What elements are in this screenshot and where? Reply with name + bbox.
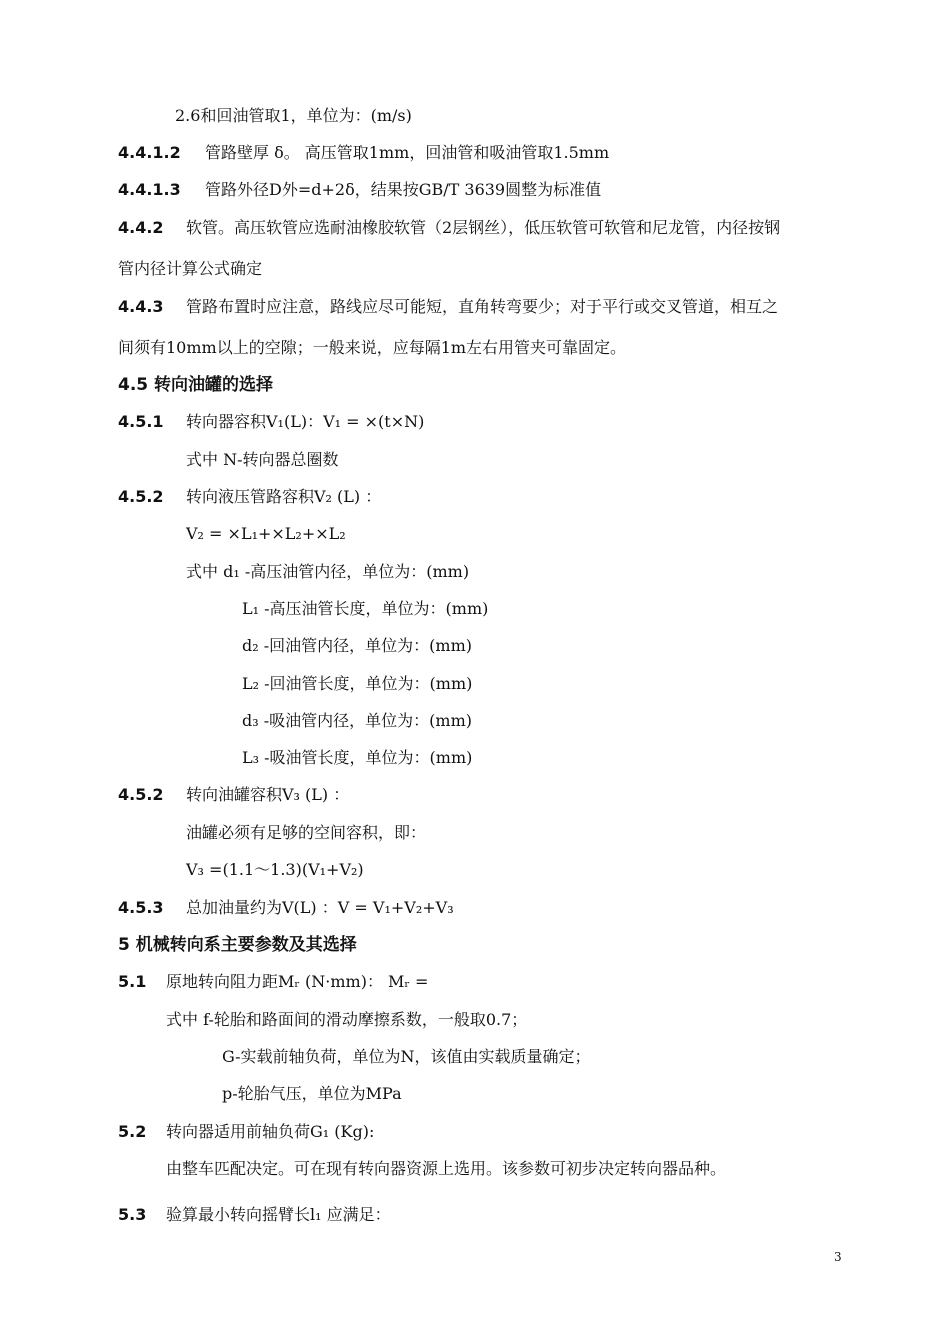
text-line: L₁ -高压油管长度，单位为：(mm) xyxy=(242,599,489,618)
section-number: 5.1 xyxy=(118,972,147,991)
section-number: 4.5.3 xyxy=(118,898,164,917)
section-number: 4.5.2 xyxy=(118,487,164,506)
text-line: 管内径计算公式确定 xyxy=(118,259,263,278)
text-line: 软管。高压软管应选耐油橡胶软管（2层钢丝），低压软管可软管和尼龙管，内径按钢 xyxy=(186,218,781,237)
text-line: 转向液压管路容积V₂ (L) ： xyxy=(186,487,382,506)
section-number: 4.5.1 xyxy=(118,412,164,431)
section-number: 4.4.2 xyxy=(118,218,164,237)
text-line: 原地转向阻力距Mᵣ (N·mm)： Mᵣ = xyxy=(166,972,429,991)
text-line: 管路壁厚 δ。 高压管取1mm，回油管和吸油管取1.5mm xyxy=(205,143,610,162)
text-line: p-轮胎气压，单位为MPa xyxy=(222,1084,402,1103)
text-line: 管路布置时应注意，路线应尽可能短，直角转弯要少；对于平行或交叉管道，相互之 xyxy=(186,297,779,316)
text-line: d₃ -吸油管内径，单位为：(mm) xyxy=(242,711,472,730)
text-line: 转向油罐容积V₃ (L) ： xyxy=(186,785,350,804)
text-line: 油罐必须有足够的空间容积，即： xyxy=(186,823,427,842)
text-line: 式中 d₁ -高压油管内径，单位为：(mm) xyxy=(186,562,470,581)
text-line: G-实载前轴负荷，单位为N，该值由实载质量确定； xyxy=(222,1047,591,1066)
text-line: 式中 f-轮胎和路面间的滑动摩擦系数，一般取0.7； xyxy=(166,1010,528,1029)
text-line: 转向器容积V₁(L)：V₁ = ×(t×N) xyxy=(186,412,425,431)
text-line: L₂ -回油管长度，单位为：(mm) xyxy=(242,674,473,693)
text-line: 间须有10mm以上的空隙；一般来说，应每隔1m左右用管夹可靠固定。 xyxy=(118,338,627,357)
formula-line: V₂ = ×L₁+×L₂+×L₂ xyxy=(186,524,346,543)
text-line: 总加油量约为V(L) ：V = V₁+V₂+V₃ xyxy=(186,898,454,917)
section-number: 5.3 xyxy=(118,1205,147,1224)
text-line: 转向器适用前轴负荷G₁ (Kg): xyxy=(166,1122,375,1141)
section-number: 4.4.1.2 xyxy=(118,143,181,162)
chapter-heading: 5 机械转向系主要参数及其选择 xyxy=(118,935,357,955)
text-line: 由整车匹配决定。可在现有转向器资源上选用。该参数可初步决定转向器品种。 xyxy=(166,1159,727,1178)
text-line: 验算最小转向摇臂长l₁ 应满足： xyxy=(166,1205,391,1224)
text-line: 2.6和回油管取1，单位为：(m/s) xyxy=(175,106,412,125)
text-line: d₂ -回油管内径，单位为：(mm) xyxy=(242,636,472,655)
section-number: 4.4.1.3 xyxy=(118,180,181,199)
section-heading: 4.5 转向油罐的选择 xyxy=(118,375,274,395)
section-number: 4.4.3 xyxy=(118,297,164,316)
section-number: 5.2 xyxy=(118,1122,147,1141)
text-line: 式中 N-转向器总圈数 xyxy=(186,450,339,469)
page-number: 3 xyxy=(834,1250,842,1264)
text-line: 管路外径D外=d+2δ，结果按GB/T 3639圆整为标准值 xyxy=(205,180,602,199)
section-number: 4.5.2 xyxy=(118,785,164,804)
text-line: L₃ -吸油管长度，单位为：(mm) xyxy=(242,748,473,767)
formula-line: V₃ =(1.1～1.3)(V₁+V₂) xyxy=(186,860,364,879)
